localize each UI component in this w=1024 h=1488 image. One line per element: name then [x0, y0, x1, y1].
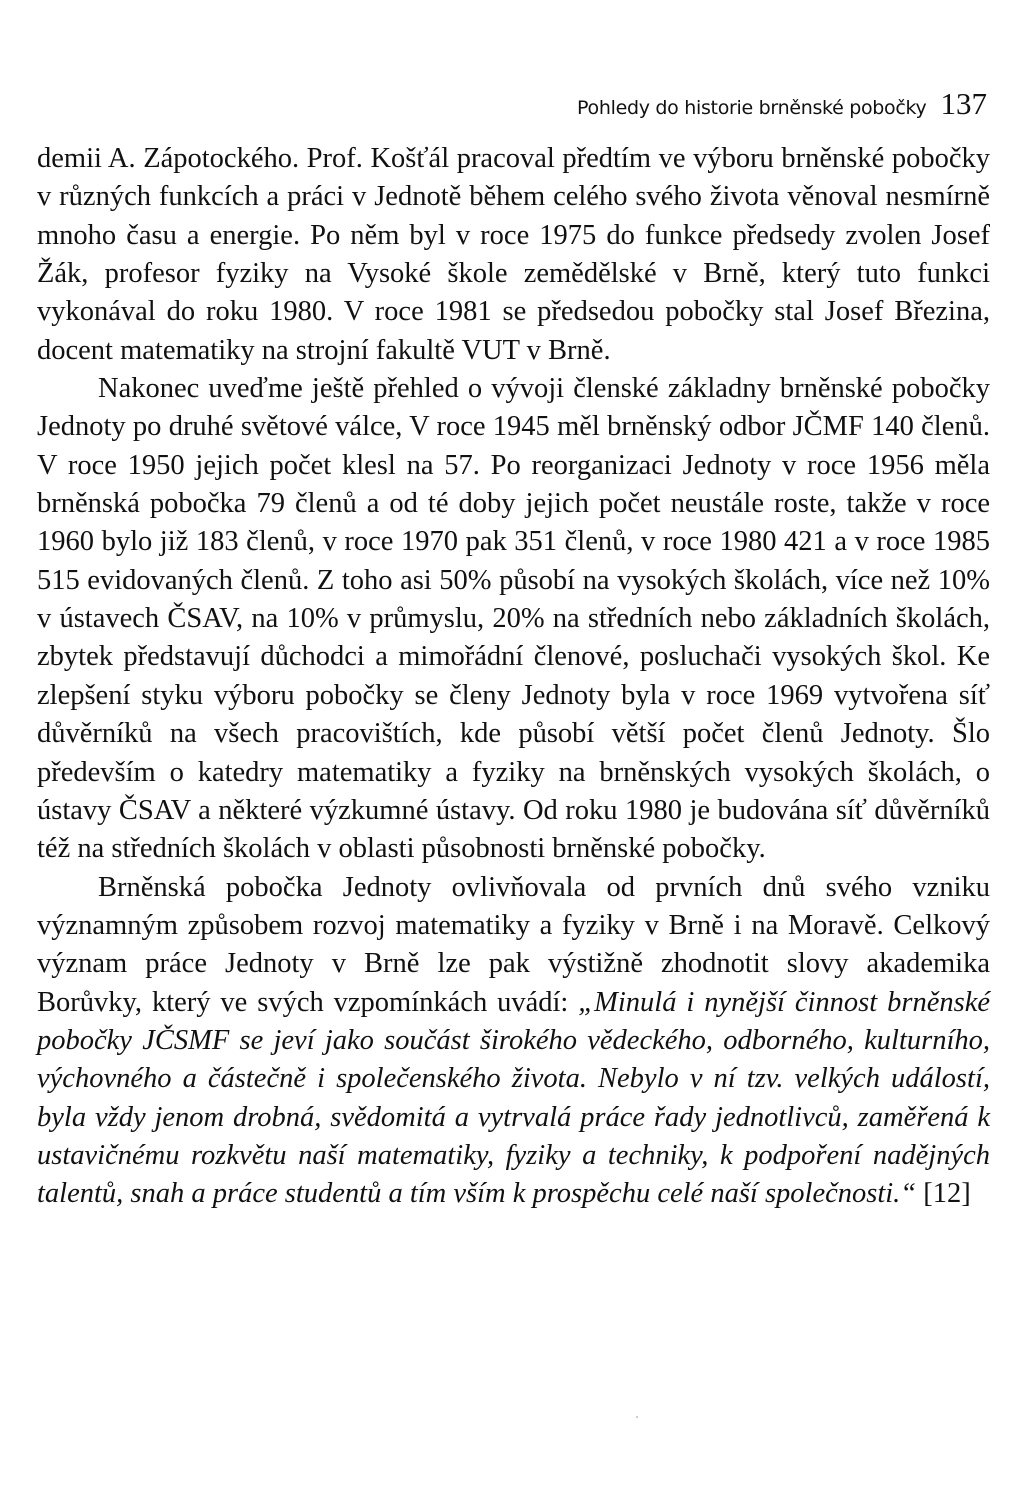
- page-number: 137: [940, 86, 987, 121]
- paragraph-significance: [37, 869, 990, 1214]
- scan-speck: [636, 1416, 638, 1418]
- body-text: [37, 140, 990, 1214]
- boruvka-quote: „Minulá i nynější činnost brněnské pobočky JČSMF se jeví jako součást širokého vědeckého, odborného, kulturního, výchovného a částečně i společenského života. Nebylo v ní tzv. velkých událostí, byla vždy jenom drobná, svědomitá a vytrvalá práce řady jednotlivců, zaměřená k ustavičnému rozkvětu naší matematiky, fyziky a techniky, k podpoření nadějných talentů, snah a práce studentů a tím vším k prospěchu celé naší společnosti.“: [37, 986, 990, 1210]
- running-header-title: Pohledy do historie brněnské pobočky: [577, 97, 927, 119]
- paragraph-continuation: demii A. Zápotockého. Prof. Košťál pracoval předtím ve výboru brněnské pobočky v různých funkcích a práci v Jednotě během celého svého života věnoval nesmírně mnoho času a energie. Po něm byl v roce 1975 do funkce předsedy zvolen Josef Žák, profesor fyziky na Vysoké škole zemědělské v Brně, který tuto funkci vykonával do roku 1980. V roce 1981 se předsedou pobočky stal Josef Březina, docent matematiky na strojní fakultě VUT v Brně.: [37, 143, 990, 366]
- paragraph-membership: Nakonec uveďme ještě přehled o vývoji členské základny brněnské pobočky Jednoty po druhé světové válce, V roce 1945 měl brněnský odbor JČMF 140 členů. V roce 1950 jejich počet klesl na 57. Po reorganizaci Jednoty v roce 1956 měla brněnská pobočka 79 členů a od té doby jejich počet neustále roste, takže v roce 1960 bylo již 183 členů, v roce 1970 pak 351 členů, v roce 1980 421 a v roce 1985 515 evidovaných členů. Z toho asi 50% působí na vysokých školách, více než 10% v ústavech ČSAV, na 10% v průmyslu, 20% na středních nebo základních školách, zbytek představují důchodci a mimořádní členové, posluchači vysokých škol. Ke zlepšení styku výboru pobočky se členy Jednoty byla v roce 1969 vytvořena síť důvěrníků na všech pracovištích, kde působí větší počet členů Jednoty. Šlo především o katedry matematiky a fyziky na brněnských vysokých školách, o ústavy ČSAV a některé výzkumné ústavy. Od roku 1980 je budována síť důvěrníků též na středních školách v oblasti působnosti brněnské pobočky.: [37, 373, 990, 865]
- running-header: [0, 86, 987, 122]
- paragraph-significance-intro: Brněnská pobočka Jednoty ovlivňovala od prvních dnů svého vzniku významným způsobem rozvoj matematiky a fyziky v Brně i na Moravě. Celkový význam práce Jednoty v Brně lze pak výstižně zhodnotit slovy akademika Borůvky, který ve svých vzpomínkách uvádí:: [37, 871, 990, 1018]
- citation-reference: [12]: [916, 1178, 971, 1210]
